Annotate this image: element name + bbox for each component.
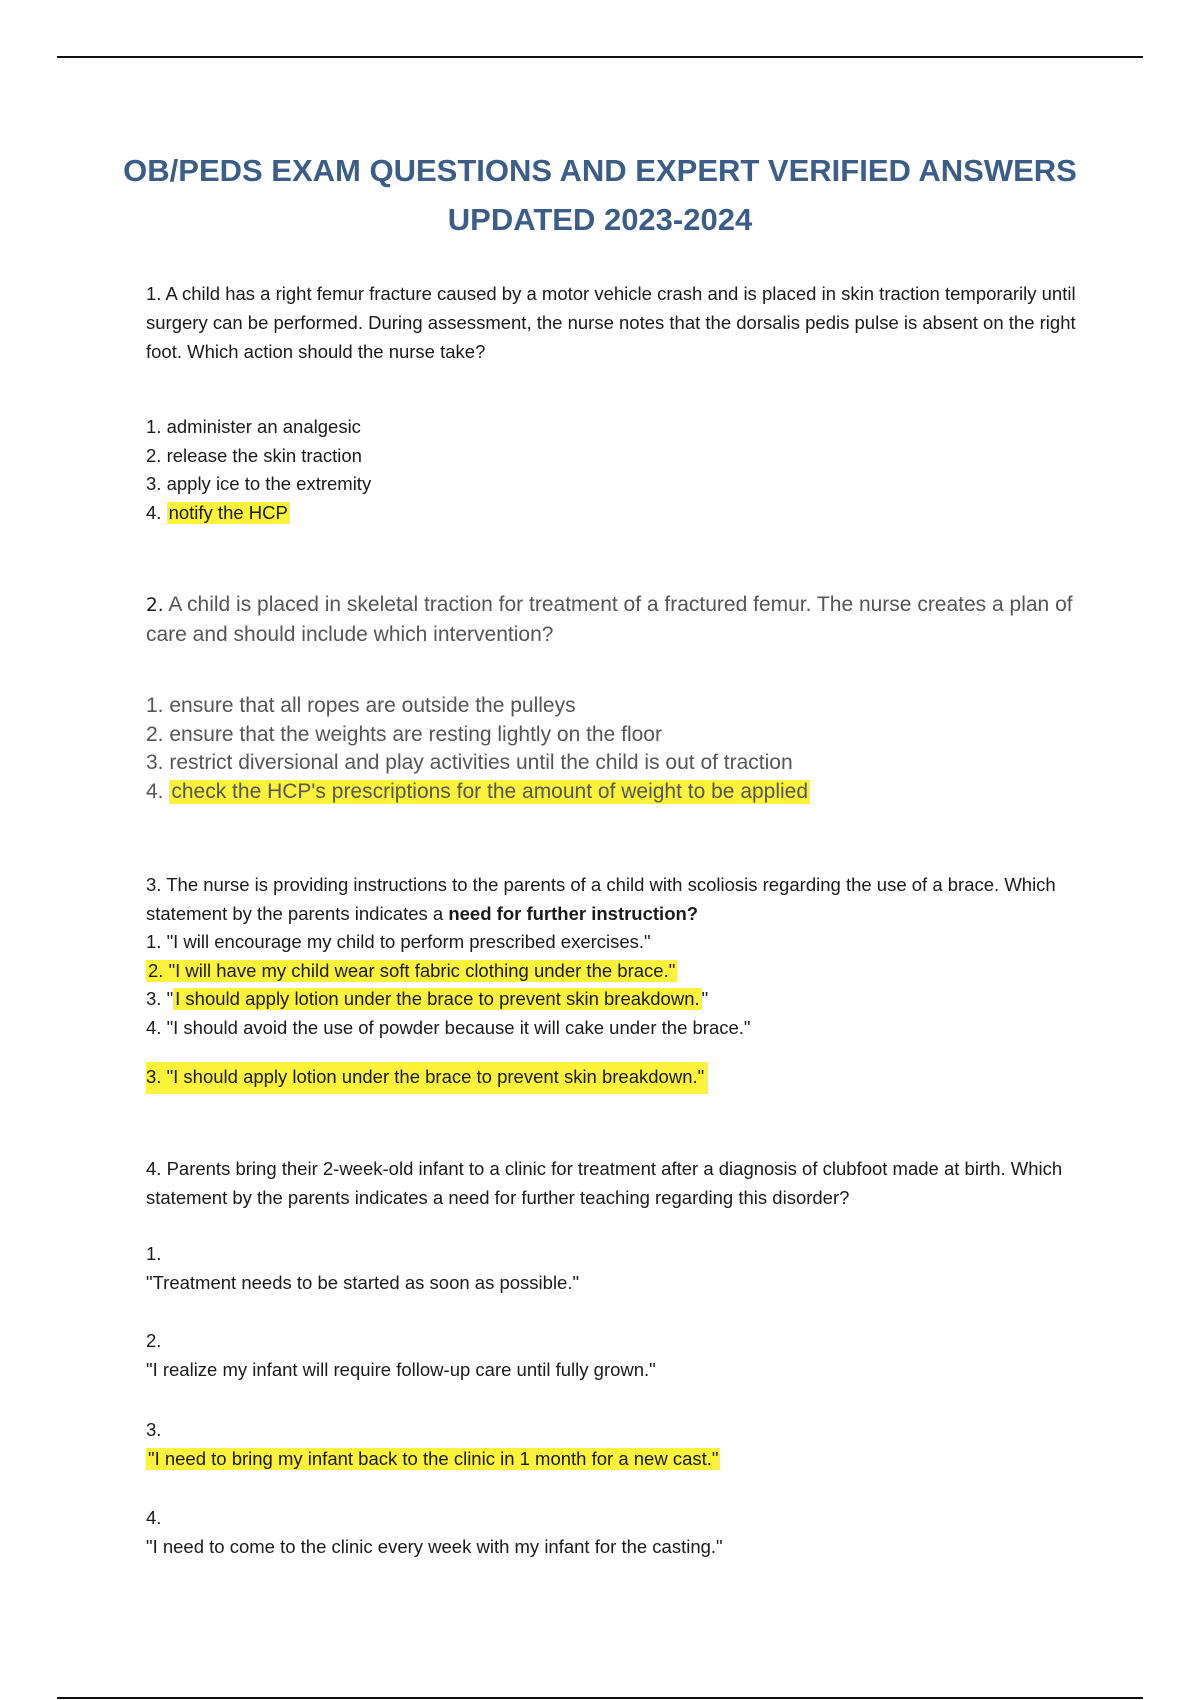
title-line-2: UPDATED 2023-2024 [447,202,753,237]
q1-option-4-answer: 4. notify the HCP [146,501,288,523]
question-1 [146,279,1086,366]
question-1-text: 1. A child has a right femur fracture caused by a motor vehicle crash and is placed in skin traction temporarily until surgery can be performed. During assessment, the nurse notes that the dorsalis pedis pulse is absent on the right foot. Which action should the nurse take? [146,283,1076,362]
question-4-text: 4. Parents bring their 2-week-old infant to a clinic for treatment after a diagnosis of clubfoot made at birth. Which statement by the parents indicates a need for further teaching regarding this disorder? [146,1158,1063,1208]
title-line-1: OB/PEDS EXAM QUESTIONS AND EXPERT VERIFIED ANSWERS [123,153,1077,188]
question-3-text: 3. The nurse is providing instructions to the parents of a child with scoliosis regarding the use of a brace. Which statement by the parents indicates a need for further instruction? [146,874,1056,924]
q3-option-2: 2. "I will have my child wear soft fabric clothing under the brace." [148,959,676,981]
q3-option-3: 3. " I should apply lotion under the brace to prevent skin breakdown. " [146,988,709,1009]
q2-option-2: 2. ensure that the weights are resting lightly on the floor [146,722,662,746]
question-3 [146,870,1086,1042]
q4-option-1: 1. "Treatment needs to be started as soon as possible." [146,1243,580,1293]
q1-option-1: 1. administer an analgesic [146,416,361,437]
q4-option-3-answer: 3. "I need to bring my infant back to the clinic in 1 month for a new cast." [146,1419,719,1469]
q3-option-1: 1. "I will encourage my child to perform prescribed exercises." [146,931,651,952]
q1-option-3: 3. apply ice to the extremity [146,473,372,494]
q3-answer-highlight: 3. "I should apply lotion under the brace to prevent skin breakdown." [146,1062,708,1094]
q1-option-2: 2. release the skin traction [146,444,362,466]
q4-option-2: 2. "I realize my infant will require follow-up care until fully grown." [146,1330,656,1380]
question-4 [146,1154,1086,1212]
header-rule [57,56,1143,58]
question-2 [146,590,1086,649]
footer-rule [57,1697,1143,1699]
q2-option-1: 1. ensure that all ropes are outside the pulleys [146,694,576,717]
q2-option-3: 3. restrict diversional and play activities until the child is out of traction [146,751,793,774]
q3-option-4: 4. "I should avoid the use of powder because it will cake under the brace." [146,1016,751,1038]
q4-option-4: 4. "I need to come to the clinic every week with my infant for the casting." [146,1507,723,1557]
question-3-answer [146,1062,1086,1094]
document-title [60,146,1140,244]
question-2-text: 2. A child is placed in skeletal traction for treatment of a fractured femur. The nurse creates a plan of care and should include which intervention? [146,593,1073,646]
question-2-options [146,692,1086,806]
question-1-options [146,413,1086,527]
q2-option-4-answer: 4. check the HCP's prescriptions for the amount of weight to be applied [146,779,809,803]
